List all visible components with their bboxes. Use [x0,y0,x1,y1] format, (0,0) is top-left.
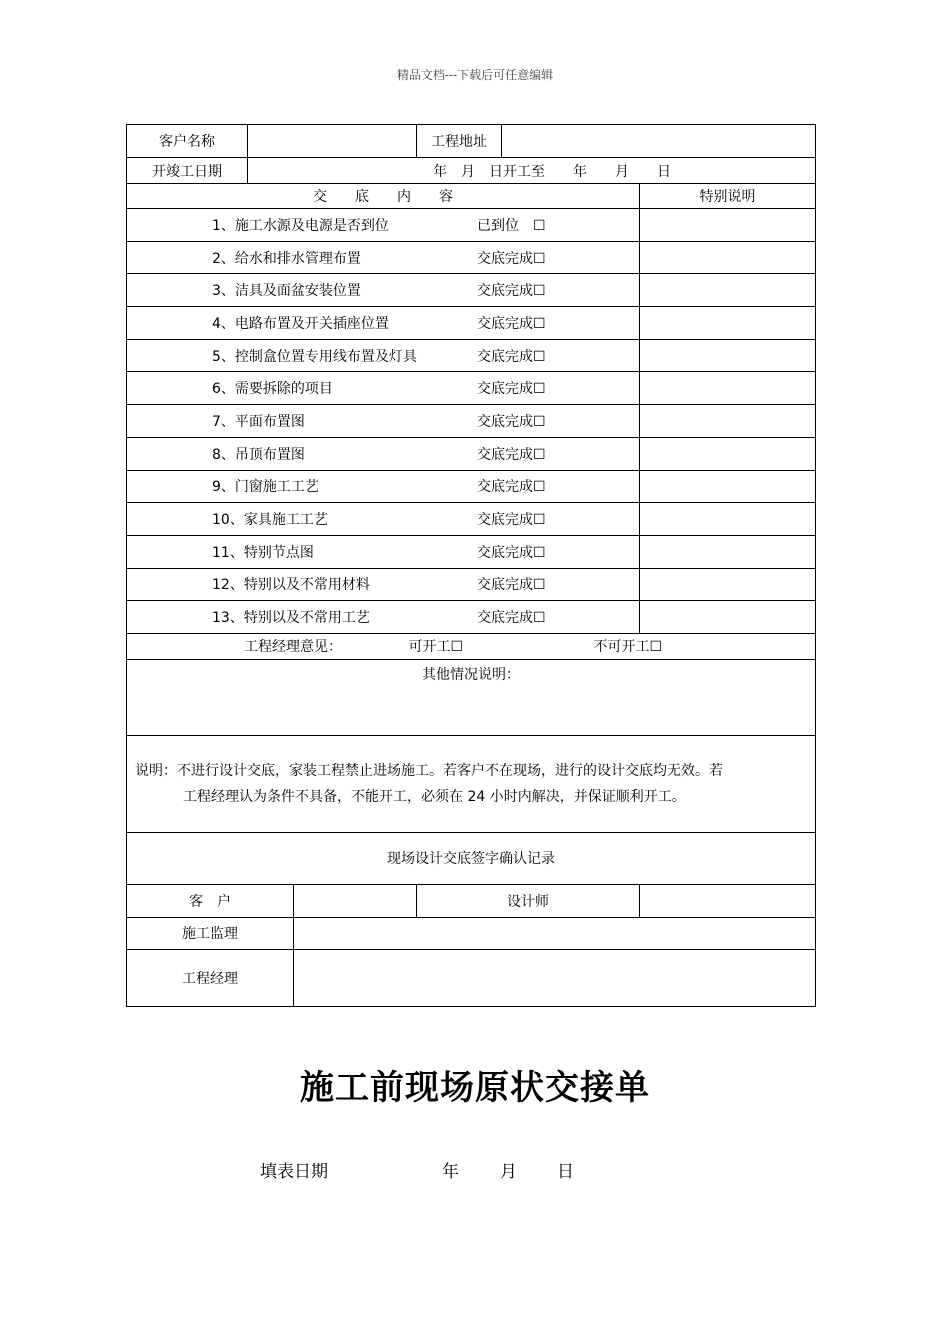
cannot-start-checkbox[interactable]: 不可开工☐ [593,639,663,656]
item-status-checkbox[interactable]: 交底完成☐ [477,315,546,332]
content-header: 交 底 内 容 [127,184,640,209]
item-special-note-field[interactable] [640,470,816,503]
item-text: 8、吊顶布置图 [212,446,305,463]
customer-name-label: 客户名称 [127,125,248,158]
item-special-note-field[interactable] [640,372,816,405]
item-special-note-field[interactable] [640,274,816,307]
item-text: 12、特别以及不常用材料 [212,577,370,594]
note-line-1: 说明：不进行设计交底，家装工程禁止进场施工。若客户不在现场，进行的设计交底均无效。若 [135,762,723,779]
item-row [127,535,816,568]
date-label: 开竣工日期 [127,158,248,184]
item-special-note-field[interactable] [640,405,816,438]
item-row [127,601,816,634]
item-text: 7、平面布置图 [212,413,305,430]
item-status-checkbox[interactable]: 已到位 ☐ [477,217,546,234]
item-content-cell [127,274,640,307]
item-content-cell [127,241,640,274]
item-row [127,372,816,405]
item-status-checkbox[interactable]: 交底完成☐ [477,512,546,529]
item-content-cell [127,437,640,470]
item-row [127,274,816,307]
item-text: 4、电路布置及开关插座位置 [212,315,389,332]
item-status-checkbox[interactable]: 交底完成☐ [477,479,546,496]
item-text: 1、施工水源及电源是否到位 [212,217,389,234]
item-row [127,209,816,242]
item-row [127,568,816,601]
item-status-checkbox[interactable]: 交底完成☐ [477,348,546,365]
disclosure-form [126,124,816,1007]
item-status-checkbox[interactable]: 交底完成☐ [477,413,546,430]
fill-date-year: 年 [442,1162,459,1182]
item-content-cell [127,535,640,568]
item-row [127,405,816,438]
item-row [127,470,816,503]
item-status-checkbox[interactable]: 交底完成☐ [477,250,546,267]
item-special-note-field[interactable] [640,568,816,601]
can-start-checkbox[interactable]: 可开工☐ [408,639,464,656]
item-text: 9、门窗施工工艺 [212,479,319,496]
second-title: 施工前现场原状交接单 [300,1068,650,1108]
item-special-note-field[interactable] [640,241,816,274]
sign-title: 现场设计交底签字确认记录 [127,832,816,884]
watermark: 精品文档---下载后可任意编辑 [396,68,554,82]
item-content-cell [127,568,640,601]
item-rows [127,209,816,634]
project-address-field[interactable] [502,125,816,158]
manager-sign-field[interactable] [294,949,816,1006]
item-content-cell [127,339,640,372]
item-text: 13、特别以及不常用工艺 [212,610,370,627]
date-field[interactable] [248,158,816,184]
supervisor-sign-field[interactable] [294,917,816,949]
designer-sign-field[interactable] [640,884,816,917]
date-text: 年 月 日开工至 年 月 日 [433,163,671,180]
item-content-cell [127,503,640,536]
item-status-checkbox[interactable]: 交底完成☐ [477,446,546,463]
item-text: 10、家具施工工艺 [212,512,328,529]
manager-sign-label: 工程经理 [127,949,294,1006]
item-special-note-field[interactable] [640,307,816,340]
item-status-checkbox[interactable]: 交底完成☐ [477,544,546,561]
fill-date-label: 填表日期 [260,1162,328,1182]
manager-opinion-row [127,633,816,659]
item-content-cell [127,470,640,503]
supervisor-sign-label: 施工监理 [127,917,294,949]
item-special-note-field[interactable] [640,601,816,634]
item-content-cell [127,307,640,340]
item-special-note-field[interactable] [640,209,816,242]
fill-date-day: 日 [557,1162,574,1182]
project-address-label: 工程地址 [417,125,502,158]
item-status-checkbox[interactable]: 交底完成☐ [477,381,546,398]
item-row [127,503,816,536]
item-text: 6、需要拆除的项目 [212,381,333,398]
item-text: 3、洁具及面盆安装位置 [212,283,361,300]
item-row [127,339,816,372]
item-status-checkbox[interactable]: 交底完成☐ [477,577,546,594]
customer-sign-field[interactable] [294,884,417,917]
item-text: 5、控制盒位置专用线布置及灯具 [212,348,417,365]
other-notes-field[interactable] [127,659,816,735]
item-status-checkbox[interactable]: 交底完成☐ [477,610,546,627]
item-text: 2、给水和排水管理布置 [212,250,361,267]
item-row [127,307,816,340]
item-special-note-field[interactable] [640,503,816,536]
customer-sign-label: 客 户 [127,884,294,917]
designer-sign-label: 设计师 [417,884,640,917]
customer-name-field[interactable] [248,125,417,158]
item-content-cell [127,372,640,405]
item-content-cell [127,601,640,634]
other-notes-label: 其他情况说明： [422,666,520,683]
fill-date-month: 月 [500,1162,517,1182]
item-content-cell [127,209,640,242]
item-status-checkbox[interactable]: 交底完成☐ [477,283,546,300]
note-line-2: 工程经理认为条件不具备，不能开工，必须在 24 小时内解决，并保证顺利开工。 [183,788,686,805]
special-header: 特别说明 [640,184,816,209]
item-row [127,241,816,274]
note-cell [127,735,816,832]
item-special-note-field[interactable] [640,339,816,372]
item-row [127,437,816,470]
item-content-cell [127,405,640,438]
item-text: 11、特别节点图 [212,544,314,561]
item-special-note-field[interactable] [640,535,816,568]
item-special-note-field[interactable] [640,437,816,470]
manager-opinion-label: 工程经理意见： [244,639,342,656]
